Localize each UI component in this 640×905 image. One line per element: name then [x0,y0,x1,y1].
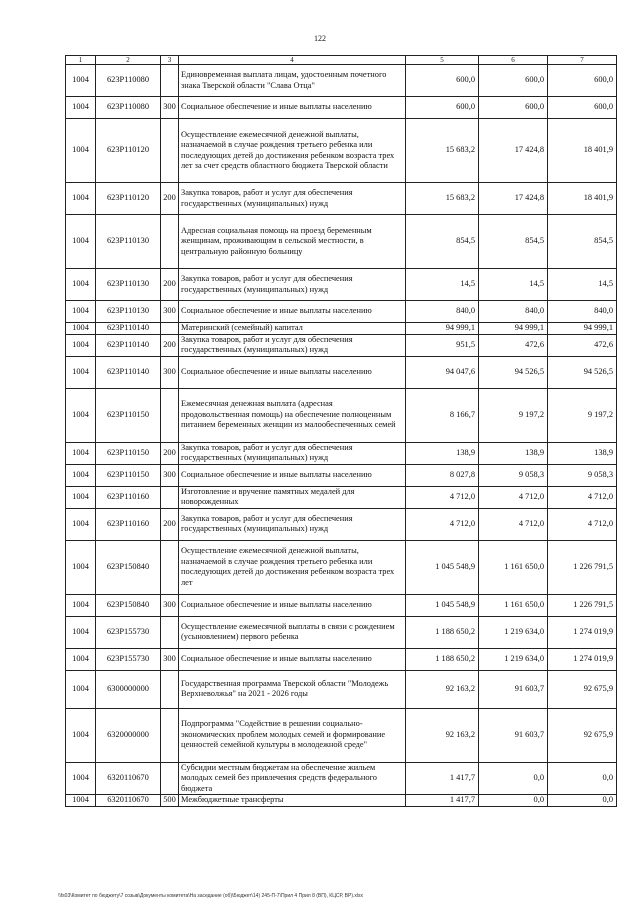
amount-2024-cell: 138,9 [406,442,479,464]
section-code-cell: 1004 [66,762,96,795]
section-code-cell: 1004 [66,464,96,486]
section-code-cell: 1004 [66,648,96,670]
expense-type-cell: 200 [161,269,179,301]
expense-type-cell [161,119,179,183]
amount-2026-cell: 92 675,9 [548,670,617,708]
item-name-cell: Подпрограмма "Содействие в решении социально-экономических проблем молодых семей и формирование ценностей семейной культуры в молодежной среде" [179,708,406,762]
amount-2024-cell: 854,5 [406,215,479,269]
target-code-cell: 623P110080 [96,65,161,97]
target-code-cell: 623P110160 [96,486,161,508]
amount-2025-cell: 14,5 [479,269,548,301]
target-code-cell: 6320110670 [96,762,161,795]
target-code-cell: 623P110150 [96,388,161,442]
target-code-cell: 623P110120 [96,183,161,215]
section-code-cell: 1004 [66,708,96,762]
table-row [66,795,617,807]
amount-2024-cell: 14,5 [406,269,479,301]
item-name-cell: Закупка товаров, работ и услуг для обеспечения государственных (муниципальных) нужд [179,269,406,301]
item-name-cell: Закупка товаров, работ и услуг для обеспечения государственных (муниципальных) нужд [179,183,406,215]
amount-2024-cell: 8 027,8 [406,464,479,486]
target-code-cell: 623P110160 [96,508,161,540]
file-path-footer: \\fs03\Комитет по бюджету\7 созыв\Документы комитета\На заседание (об)\Бюджет\14) 245-П-7\Прил 4 Прил 8 (ВП), КЦСР, ВР).xlsx [58,893,364,899]
amount-2025-cell: 600,0 [479,65,548,97]
expense-type-cell: 500 [161,795,179,807]
expense-type-cell [161,388,179,442]
amount-2026-cell: 18 401,9 [548,183,617,215]
amount-2026-cell: 18 401,9 [548,119,617,183]
item-name-cell: Закупка товаров, работ и услуг для обеспечения государственных (муниципальных) нужд [179,508,406,540]
expense-type-cell [161,65,179,97]
page-number: 122 [314,34,326,43]
amount-2026-cell: 94 999,1 [548,323,617,335]
target-code-cell: 623P110150 [96,464,161,486]
amount-2025-cell: 854,5 [479,215,548,269]
table-row [66,119,617,183]
item-name-cell: Закупка товаров, работ и услуг для обеспечения государственных (муниципальных) нужд [179,442,406,464]
amount-2026-cell: 600,0 [548,97,617,119]
section-code-cell: 1004 [66,334,96,356]
amount-2025-cell: 0,0 [479,795,548,807]
target-code-cell: 6320110670 [96,795,161,807]
amount-2025-cell: 17 424,8 [479,183,548,215]
expense-type-cell: 300 [161,594,179,616]
target-code-cell: 623P110080 [96,97,161,119]
table-row [66,616,617,648]
item-name-cell: Закупка товаров, работ и услуг для обеспечения государственных (муниципальных) нужд [179,334,406,356]
expense-type-cell: 200 [161,508,179,540]
section-code-cell: 1004 [66,323,96,335]
item-name-cell: Социальное обеспечение и иные выплаты населению [179,97,406,119]
expense-type-cell: 200 [161,183,179,215]
item-name-cell: Адресная социальная помощь на проезд беременным женщинам, проживающим в сельской местности, в центральную районную больницу [179,215,406,269]
table-row [66,442,617,464]
expense-type-cell: 300 [161,356,179,388]
table-row [66,388,617,442]
expense-type-cell [161,215,179,269]
amount-2025-cell: 94 999,1 [479,323,548,335]
amount-2024-cell: 4 712,0 [406,508,479,540]
expense-type-cell: 300 [161,97,179,119]
amount-2026-cell: 0,0 [548,795,617,807]
section-code-cell: 1004 [66,795,96,807]
amount-2026-cell: 1 274 019,9 [548,648,617,670]
amount-2024-cell: 600,0 [406,65,479,97]
section-code-cell: 1004 [66,269,96,301]
column-header: 1 [66,56,96,65]
item-name-cell: Социальное обеспечение и иные выплаты населению [179,301,406,323]
amount-2025-cell: 91 603,7 [479,708,548,762]
table-row [66,486,617,508]
amount-2026-cell: 4 712,0 [548,508,617,540]
amount-2025-cell: 9 197,2 [479,388,548,442]
section-code-cell: 1004 [66,97,96,119]
amount-2026-cell: 1 274 019,9 [548,616,617,648]
expense-type-cell: 200 [161,442,179,464]
expense-type-cell: 300 [161,301,179,323]
column-header: 5 [406,56,479,65]
section-code-cell: 1004 [66,356,96,388]
item-name-cell: Осуществление ежемесячной денежной выплаты, назначаемой в случае рождения третьего ребенка или последующих детей до достижения ребенком возраста трех лет за счет средств областного бюджета Тверской области [179,119,406,183]
target-code-cell: 623P110140 [96,334,161,356]
amount-2025-cell: 94 526,5 [479,356,548,388]
table-row [66,464,617,486]
section-code-cell: 1004 [66,301,96,323]
amount-2026-cell: 472,6 [548,334,617,356]
table-row [66,183,617,215]
item-name-cell: Социальное обеспечение и иные выплаты населению [179,356,406,388]
table-row [66,269,617,301]
table-row [66,356,617,388]
amount-2026-cell: 94 526,5 [548,356,617,388]
amount-2025-cell: 17 424,8 [479,119,548,183]
target-code-cell: 623P110130 [96,269,161,301]
budget-table-body [66,56,617,807]
table-row [66,594,617,616]
amount-2025-cell: 4 712,0 [479,508,548,540]
amount-2026-cell: 0,0 [548,762,617,795]
amount-2024-cell: 1 045 548,9 [406,594,479,616]
column-header: 6 [479,56,548,65]
target-code-cell: 623P110150 [96,442,161,464]
target-code-cell: 623P110140 [96,356,161,388]
table-row [66,334,617,356]
section-code-cell: 1004 [66,119,96,183]
column-header: 2 [96,56,161,65]
amount-2024-cell: 15 683,2 [406,183,479,215]
amount-2024-cell: 840,0 [406,301,479,323]
table-row [66,215,617,269]
section-code-cell: 1004 [66,540,96,594]
expense-type-cell: 300 [161,464,179,486]
expense-type-cell [161,323,179,335]
table-row [66,97,617,119]
section-code-cell: 1004 [66,215,96,269]
amount-2026-cell: 1 226 791,5 [548,540,617,594]
amount-2025-cell: 472,6 [479,334,548,356]
amount-2024-cell: 1 188 650,2 [406,616,479,648]
table-row [66,301,617,323]
expense-type-cell: 200 [161,334,179,356]
section-code-cell: 1004 [66,486,96,508]
expense-type-cell: 300 [161,648,179,670]
amount-2024-cell: 15 683,2 [406,119,479,183]
amount-2024-cell: 92 163,2 [406,708,479,762]
amount-2026-cell: 14,5 [548,269,617,301]
amount-2025-cell: 9 058,3 [479,464,548,486]
table-row [66,762,617,795]
amount-2025-cell: 138,9 [479,442,548,464]
column-header-row [66,56,617,65]
table-row [66,65,617,97]
item-name-cell: Социальное обеспечение и иные выплаты населению [179,648,406,670]
amount-2026-cell: 9 058,3 [548,464,617,486]
amount-2026-cell: 854,5 [548,215,617,269]
expense-type-cell [161,616,179,648]
amount-2026-cell: 600,0 [548,65,617,97]
amount-2026-cell: 4 712,0 [548,486,617,508]
item-name-cell: Осуществление ежемесячной денежной выплаты, назначаемой в случае рождения третьего ребенка или последующих детей до достижения ребенком возраста трех лет [179,540,406,594]
amount-2026-cell: 1 226 791,5 [548,594,617,616]
amount-2024-cell: 92 163,2 [406,670,479,708]
amount-2025-cell: 840,0 [479,301,548,323]
target-code-cell: 623P110130 [96,215,161,269]
amount-2025-cell: 0,0 [479,762,548,795]
table-row [66,508,617,540]
section-code-cell: 1004 [66,616,96,648]
section-code-cell: 1004 [66,183,96,215]
expense-type-cell [161,540,179,594]
item-name-cell: Осуществление ежемесячной выплаты в связи с рождением (усыновлением) первого ребенка [179,616,406,648]
amount-2024-cell: 94 047,6 [406,356,479,388]
amount-2024-cell: 1 045 548,9 [406,540,479,594]
table-row [66,648,617,670]
table-row [66,540,617,594]
target-code-cell: 623P150840 [96,594,161,616]
target-code-cell: 6320000000 [96,708,161,762]
amount-2025-cell: 91 603,7 [479,670,548,708]
amount-2026-cell: 138,9 [548,442,617,464]
item-name-cell: Социальное обеспечение и иные выплаты населению [179,594,406,616]
table-row [66,670,617,708]
section-code-cell: 1004 [66,442,96,464]
amount-2026-cell: 840,0 [548,301,617,323]
table-row [66,708,617,762]
expense-type-cell [161,486,179,508]
budget-table [65,55,617,807]
target-code-cell: 6300000000 [96,670,161,708]
item-name-cell: Социальное обеспечение и иные выплаты населению [179,464,406,486]
table-row [66,323,617,335]
item-name-cell: Единовременная выплата лицам, удостоенным почетного знака Тверской области "Слава Отца" [179,65,406,97]
target-code-cell: 623P110120 [96,119,161,183]
amount-2025-cell: 600,0 [479,97,548,119]
item-name-cell: Межбюджетные трансферты [179,795,406,807]
column-header: 4 [179,56,406,65]
column-header: 3 [161,56,179,65]
section-code-cell: 1004 [66,65,96,97]
amount-2025-cell: 1 219 634,0 [479,616,548,648]
expense-type-cell [161,762,179,795]
amount-2025-cell: 1 161 650,0 [479,594,548,616]
amount-2026-cell: 9 197,2 [548,388,617,442]
amount-2024-cell: 4 712,0 [406,486,479,508]
amount-2026-cell: 92 675,9 [548,708,617,762]
item-name-cell: Государственная программа Тверской области "Молодежь Верхневолжья" на 2021 - 2026 годы [179,670,406,708]
item-name-cell: Материнский (семейный) капитал [179,323,406,335]
amount-2024-cell: 951,5 [406,334,479,356]
amount-2025-cell: 4 712,0 [479,486,548,508]
item-name-cell: Субсидии местным бюджетам на обеспечение жильем молодых семей без привлечения средств федерального бюджета [179,762,406,795]
section-code-cell: 1004 [66,388,96,442]
amount-2025-cell: 1 161 650,0 [479,540,548,594]
amount-2025-cell: 1 219 634,0 [479,648,548,670]
target-code-cell: 623P155730 [96,648,161,670]
target-code-cell: 623P110140 [96,323,161,335]
target-code-cell: 623P150840 [96,540,161,594]
expense-type-cell [161,670,179,708]
amount-2024-cell: 1 417,7 [406,795,479,807]
target-code-cell: 623P110130 [96,301,161,323]
column-header: 7 [548,56,617,65]
amount-2024-cell: 8 166,7 [406,388,479,442]
amount-2024-cell: 600,0 [406,97,479,119]
amount-2024-cell: 1 417,7 [406,762,479,795]
expense-type-cell [161,708,179,762]
amount-2024-cell: 94 999,1 [406,323,479,335]
item-name-cell: Изготовление и вручение памятных медалей для новорожденных [179,486,406,508]
section-code-cell: 1004 [66,670,96,708]
section-code-cell: 1004 [66,508,96,540]
item-name-cell: Ежемесячная денежная выплата (адресная продовольственная помощь) на обеспечение полноценным питанием беременных женщин из малообеспеченных семей [179,388,406,442]
amount-2024-cell: 1 188 650,2 [406,648,479,670]
section-code-cell: 1004 [66,594,96,616]
target-code-cell: 623P155730 [96,616,161,648]
